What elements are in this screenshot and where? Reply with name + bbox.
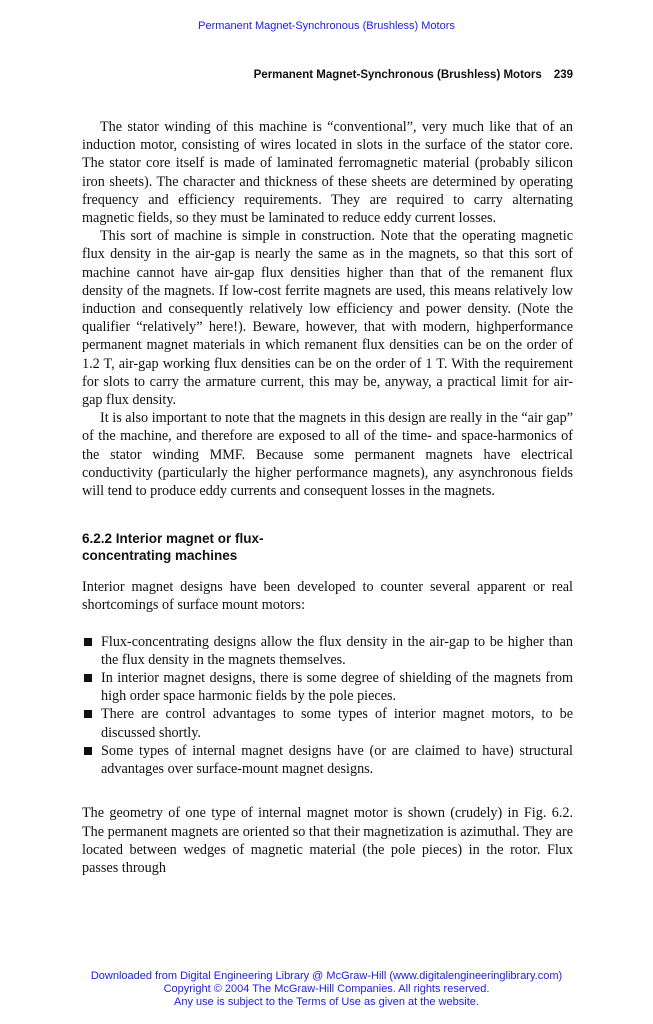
paragraph-air-gap-magnets: It is also important to note that the magnets in this design are really in the “air gap” of the machine, and therefore are exposed to all of the time- and space-harmonics of the stator winding MMF. Because some permanent magnets have electrical conductivity (particularly the higher performance magnets), any asynchronous fields will tend to produce eddy currents and consequent losses in the magnets. (82, 410, 573, 500)
list-item (82, 742, 573, 778)
paragraph-stator-winding: The stator winding of this machine is “conventional”, very much like that of an induction motor, consisting of wires located in slots in the surface of the stator core. The stator core itself is made of laminated ferromagnetic material (probably silicon iron sheets). The character and thickness of these sheets are determined by operating frequency and efficiency requirements. They are required to carry alternating magnetic fields, so they must be laminated to reduce eddy current losses. (82, 119, 573, 227)
list-item-text: Some types of internal magnet designs have (or are claimed to have) structural advantages over surface-mount magnet designs. (101, 742, 573, 778)
paragraph-simple-construction: This sort of machine is simple in construction. Note that the operating magnetic flux density in the air-gap is nearly the same as in the magnets, so that this sort of machine cannot have air-gap flux densities higher than that of the remanent flux density of the magnets. If low-cost ferrite magnets are used, this means relatively low induction and consequently relatively low efficiency and power density. (Note the qualifier “relatively” here!). Beware, however, that with modern, highperformance permanent magnet materials in which remanent flux densities can be on the order of 1.2 T, air-gap working flux densities can be on the order of 1 T. With the requirement for slots to carry the armature current, this may be, anyway, a practical limit for air-gap flux density. (82, 228, 573, 409)
top-banner-title[interactable]: Permanent Magnet-Synchronous (Brushless) Motors (198, 20, 455, 32)
square-bullet-icon (84, 638, 92, 646)
section-heading: 6.2.2 Interior magnet or flux-concentrating machines (82, 531, 264, 564)
page-number: 239 (553, 69, 573, 81)
list-item-text: Flux-concentrating designs allow the flux density in the air-gap to be higher than the flux density in the magnets themselves. (101, 633, 573, 668)
bullet-list (82, 633, 573, 779)
footer-terms-link[interactable]: Any use is subject to the Terms of Use as given at the website. (174, 996, 479, 1008)
running-head-title: Permanent Magnet-Synchronous (Brushless) Motors (253, 69, 542, 81)
square-bullet-icon (84, 710, 92, 718)
paragraph-intro: Interior magnet designs have been developed to counter several apparent or real shortcomings of surface mount motors: (82, 579, 573, 614)
page-body (82, 118, 573, 877)
running-head (254, 69, 573, 81)
list-item (82, 633, 573, 669)
footer-download-link[interactable]: Downloaded from Digital Engineering Library @ McGraw-Hill (www.digitalengineeringlibrary.com) (90, 970, 563, 982)
list-item (82, 705, 573, 741)
square-bullet-icon (84, 674, 92, 682)
paragraph-geometry: The geometry of one type of internal magnet motor is shown (crudely) in Fig. 6.2. The permanent magnets are oriented so that their magnetization is azimuthal. They are located between wedges of magnetic material (the pole pieces) in the rotor. Flux passes through (82, 805, 573, 876)
footer-copyright-link[interactable]: Copyright © 2004 The McGraw-Hill Companies. All rights reserved. (163, 983, 490, 995)
list-item-text: There are control advantages to some types of interior magnet motors, to be discussed shortly. (101, 706, 573, 741)
list-item-text: In interior magnet designs, there is some degree of shielding of the magnets from high order space harmonic fields by the pole pieces. (101, 670, 573, 705)
list-item (82, 669, 573, 705)
square-bullet-icon (84, 747, 92, 755)
footer (0, 970, 653, 1009)
